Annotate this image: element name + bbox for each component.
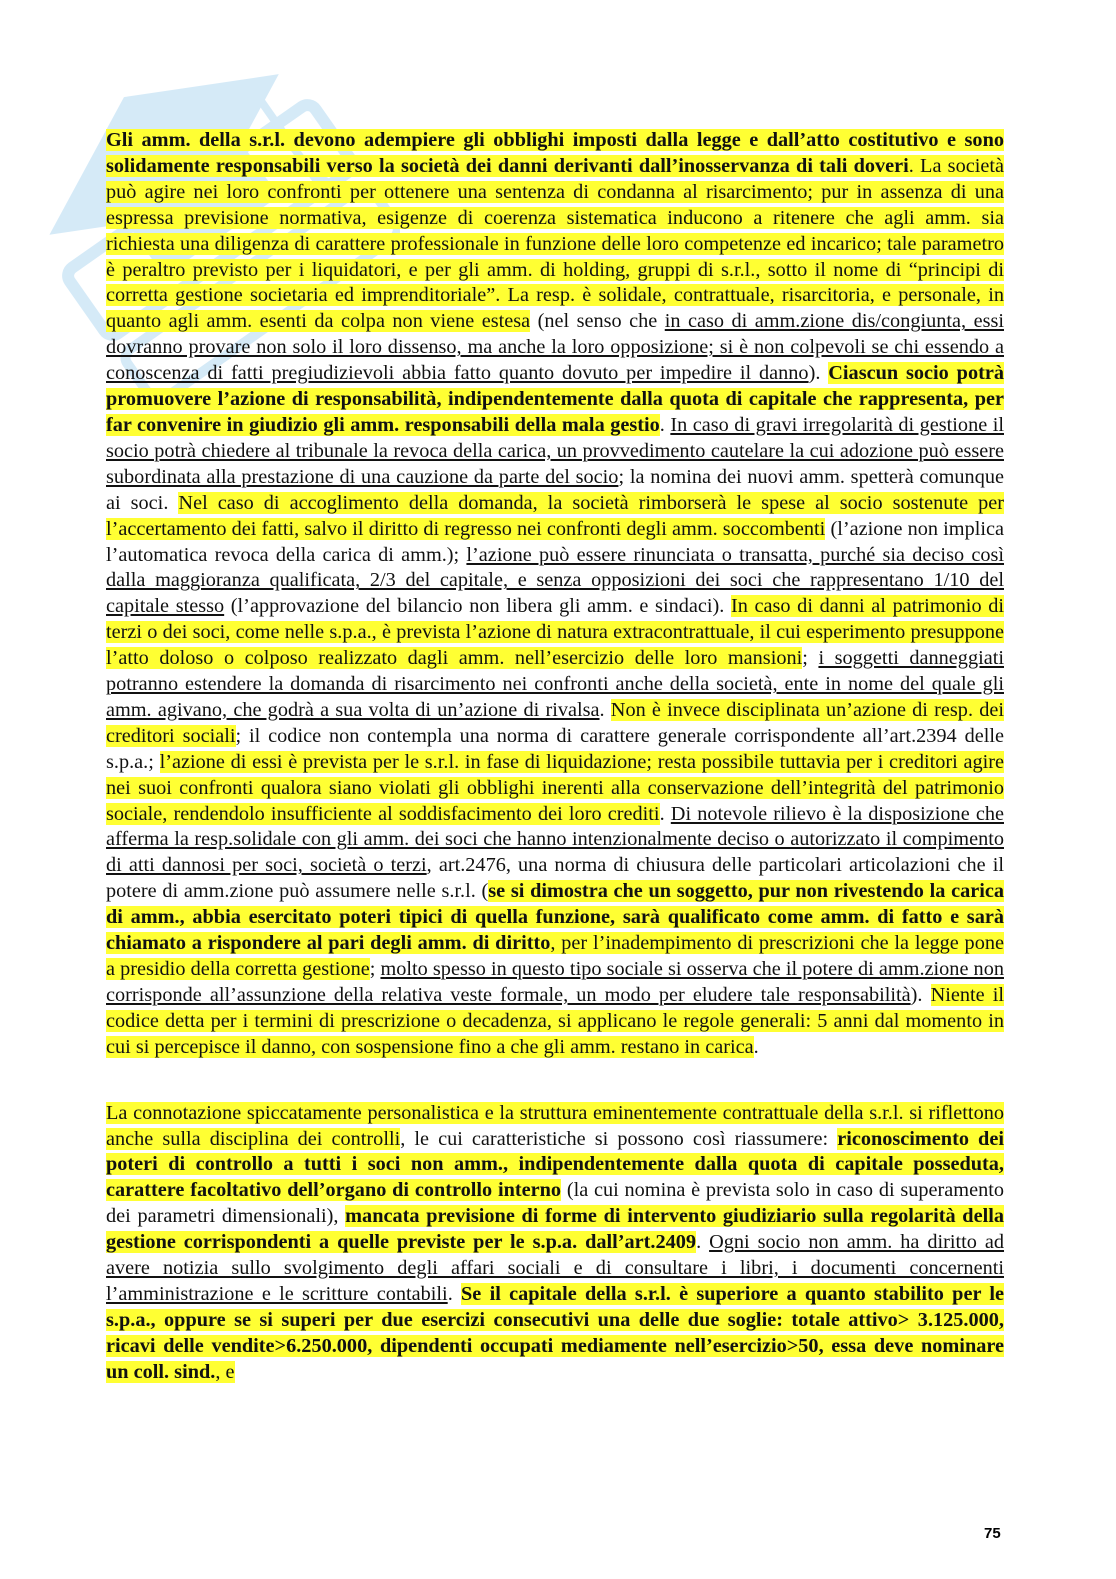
text-segment: .: [447, 1282, 462, 1305]
paragraph-controlli: [106, 1101, 1004, 1386]
text-segment: Di notevole rilievo è la disposizione che afferma la resp.solidale con gli amm. dei soci che hanno intenzionalmente deciso o autorizzato il compimento di atti dannosi per soci, società o terzi: [106, 802, 1004, 877]
text-segment: .: [753, 1035, 759, 1058]
text-segment: Ciascun socio potrà promuovere l’azione di responsabilità, indipendentemente dalla quota di capitale che rappresenta, per far convenire in giudizio gli amm. responsabili della mala gestio: [106, 362, 1004, 436]
text-segment: in caso di amm.zione dis/congiunta, essi dovranno provare non solo il loro dissenso, ma anche la loro opposizione; si è non colpevoli se chi essendo a conoscenza di fatti pregiudizievoli abbia fatto quanto dovuto per impedire il danno: [106, 310, 1004, 385]
text-segment: , le cui caratteristiche si possono così riassumere:: [400, 1127, 838, 1150]
text-segment: (l’approvazione del bilancio non libera gli amm. e sindaci).: [224, 595, 731, 618]
text-segment: .: [659, 802, 671, 825]
text-segment: (nel senso che: [530, 310, 665, 333]
text-segment: mancata previsione di forme di intervento giudiziario sulla regolarità della gestione corrispondenti a quelle previste per le s.p.a. dall’art.2409: [106, 1205, 1004, 1254]
text-segment: Niente il codice detta per i termini di prescrizione o decadenza, si applicano le regole generali: 5 anni dal momento in cui si percepisce il danno, con sospensione fino a che gli amm. restano in carica: [106, 983, 1004, 1058]
text-segment: La connotazione spiccatamente personalistica e la struttura eminentemente contrattuale della s.r.l. si riflettono anche sulla disciplina dei controlli: [106, 1101, 1004, 1150]
text-segment: (l’azione non implica l’automatica revoca della carica di amm.);: [106, 517, 1004, 566]
text-segment: .: [599, 698, 611, 721]
text-segment: i soggetti danneggiati potranno estendere la domanda di risarcimento nei confronti anche della società, ente in nome del quale gli amm. agivano, che godrà a sua volta di un’azione di rivalsa: [106, 647, 1004, 721]
text-segment: ; la nomina dei nuovi amm. spetterà comunque ai soci.: [106, 465, 1004, 514]
text-segment: In caso di gravi irregolarità di gestione il socio potrà chiedere al tribunale la revoca della carica, un provvedimento cautelare la cui adozione può essere subordinata alla prestazione di una cauzione da parte del socio: [106, 413, 1004, 488]
text-segment: ).: [910, 983, 931, 1006]
text-segment: , e: [215, 1360, 235, 1383]
text-segment: ;: [802, 647, 819, 670]
text-segment: ).: [808, 362, 829, 385]
text-segment: ;: [369, 958, 381, 980]
text-segment: Gli amm. della s.r.l. devono adempiere gli obblighi imposti dalla legge e dall’atto costitutivo e sono solidamente responsabili verso la società dei danni derivanti dall’inosservanza di tali doveri: [106, 129, 1004, 177]
text-segment: .: [659, 413, 671, 436]
text-segment: , art.2476, una norma di chiusura delle particolari articolazioni che il potere di amm.zione può assumere nelle s.r.l. (: [106, 854, 1004, 903]
text-segment: l’azione di essi è prevista per le s.r.l. in fase di liquidazione; resta possibile tuttavia per i creditori agire nei suoi confronti qualora siano violati gli obblighi inerenti alla conservazione dell’integrità del patrimonio sociale, rendendolo insufficiente al soddisfacimento dei loro crediti: [106, 750, 1004, 825]
text-segment: l’azione può essere rinunciata o transatta, purché sia deciso così dalla maggioranza qualificata, 2/3 del capitale, e senza opposizioni dei soci che rappresentano 1/10 del capitale stesso: [106, 543, 1005, 618]
text-segment: . La società può agire nei loro confronti per ottenere una sentenza di condanna al risarcimento; pur in assenza di una espressa previsione normativa, esigenze di coerenza sistematica inducono a ritenere che agli amm. sia richiesta una diligenza di carattere professionale in funzione delle loro competenze ed incarico; tale parametro è peraltro previsto per i liquidatori, e per gli amm. di holding, gruppi di s.r.l., sotto il nome di “principi di corretta gestione societaria ed imprenditoriale”. La resp. è solidale, contrattuale, risarcitoria, e personale, in quanto agli amm. esenti da colpa non viene estesa: [106, 154, 1004, 333]
text-segment: molto spesso in questo tipo sociale si osserva che il potere di amm.zione non corrisponde all’assunzione della relativa veste formale, un modo per eludere tale responsabilità: [106, 958, 1004, 1006]
text-segment: Ogni socio non amm. ha diritto ad avere notizia sullo svolgimento degli affari sociali e di consultare i libri, i documenti concernenti l’amministrazione e le scritture contabili: [106, 1231, 1005, 1305]
page-number: 75: [984, 1525, 1001, 1542]
text-segment: se si dimostra che un soggetto, pur non rivestendo la carica di amm., abbia esercitato poteri tipici di quella funzione, sarà qualificato come amm. di fatto e sarà chiamato a rispondere al pari degli amm. di diritto: [106, 880, 1004, 955]
text-segment: , per l’inadempimento di prescrizioni che la legge pone a presidio della corretta gestione: [106, 932, 1004, 980]
text-segment: In caso di danni al patrimonio di terzi o dei soci, come nelle s.p.a., è prevista l’azione di natura extracontrattuale, il cui esperimento presuppone l’atto doloso o colposo realizzato dagli amm. nell’esercizio delle loro mansioni: [106, 595, 1004, 670]
text-segment: Nel caso di accoglimento della domanda, la società rimborserà le spese al socio sostenute per l’accertamento dei fatti, salvo il diritto di regresso nei confronti degli amm. soccombenti: [106, 491, 1004, 540]
text-segment: ; il codice non contempla una norma di carattere generale corrispondente all’art.2394 delle s.p.a.;: [106, 724, 1004, 773]
text-segment: riconoscimento dei poteri di controllo a tutti i soci non amm., indipendentemente dalla quota di capitale posseduta, carattere facoltativo dell’organo di controllo interno: [106, 1127, 1004, 1202]
text-segment: Se il capitale della s.r.l. è superiore a quanto stabilito per le s.p.a., oppure se si superi per due esercizi consecutivi una delle due soglie: totale attivo> 3.125.000, ricavi delle vendite>6.250.000, dipendenti occupati mediamente nell’esercizio>50, essa deve nominare un coll. sind.: [106, 1282, 1004, 1383]
text-segment: (la cui nomina è prevista solo in caso di superamento dei parametri dimensionali),: [106, 1179, 1004, 1228]
text-segment: .: [696, 1231, 710, 1254]
document-body: [106, 128, 1004, 1386]
paragraph-responsabilita-amministratori: [106, 128, 1004, 1061]
text-segment: Non è invece disciplinata un’azione di resp. dei creditori sociali: [106, 698, 1004, 747]
